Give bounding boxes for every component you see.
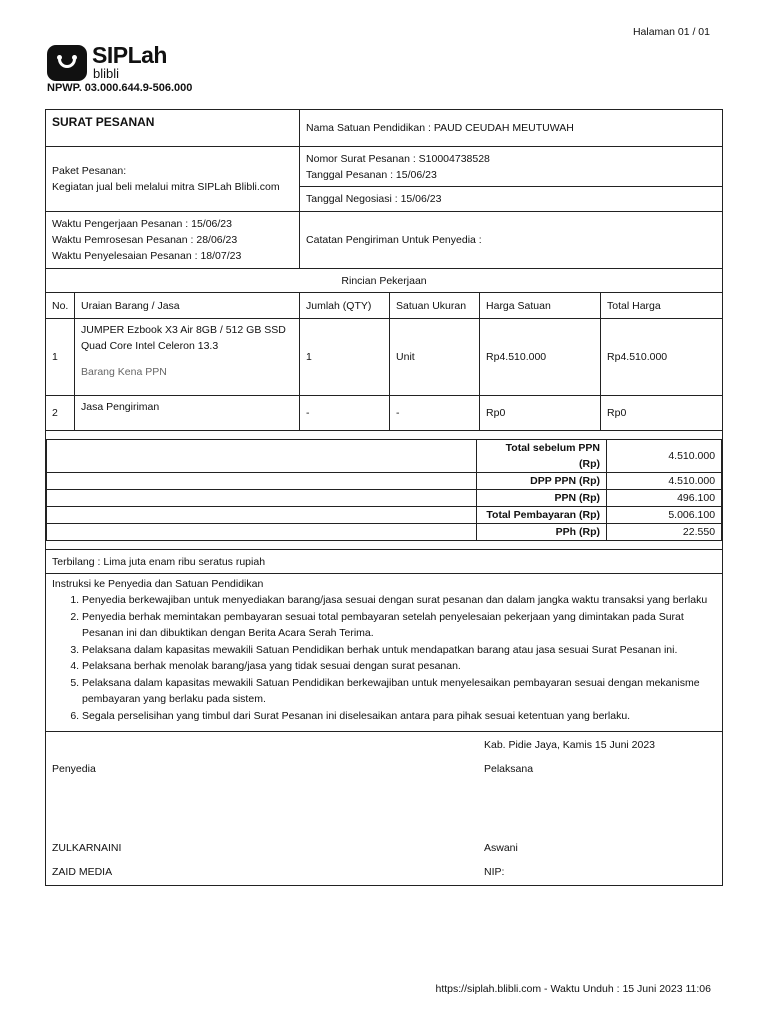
total-value: 5.006.100	[607, 507, 722, 524]
siplah-logo-icon	[47, 45, 87, 81]
row-no: 2	[46, 396, 75, 431]
right-nip: NIP:	[484, 866, 505, 878]
logo-sub: blibli	[93, 66, 120, 81]
total-value: 22.550	[607, 524, 722, 541]
col-header: Harga Satuan	[480, 293, 601, 319]
npwp: NPWP. 03.000.644.9-506.000	[47, 82, 193, 94]
order-number: Nomor Surat Pesanan : S10004738528	[306, 152, 490, 165]
terbilang: Terbilang : Lima juta enam ribu seratus rupiah	[46, 550, 723, 574]
total-value: 4.510.000	[607, 440, 722, 473]
row-unit: -	[390, 396, 480, 431]
instruction-item: 3. Pelaksana dalam kapasitas mewakili Satuan Pendidikan berhak untuk mendapatkan barang atau jasa sesuai Surat Pesanan ini.	[82, 642, 716, 659]
school-name: Nama Satuan Pendidikan : PAUD CEUDAH MEUTUWAH	[300, 110, 723, 147]
total-label: Total sebelum PPN (Rp)	[477, 440, 607, 473]
col-header: Uraian Barang / Jasa	[75, 293, 300, 319]
order-title-cell	[46, 110, 300, 147]
right-role: Pelaksana	[484, 763, 534, 775]
order-table	[45, 109, 723, 886]
instructions-list	[52, 592, 716, 724]
logo-name: SIPLah	[92, 42, 167, 68]
col-header: Jumlah (QTY)	[300, 293, 390, 319]
row-desc-cell	[75, 319, 300, 396]
package-cell	[46, 147, 300, 212]
time-cell	[46, 212, 300, 269]
work-time: Waktu Pengerjaan Pesanan : 15/06/23	[52, 218, 232, 230]
total-label: DPP PPN (Rp)	[477, 473, 607, 490]
signature-cell	[46, 732, 723, 886]
total-label: PPh (Rp)	[477, 524, 607, 541]
order-date: Tanggal Pesanan : 15/06/23	[306, 168, 437, 181]
total-label: PPN (Rp)	[477, 490, 607, 507]
total-label: Total Pembayaran (Rp)	[477, 507, 607, 524]
process-time: Waktu Pemrosesan Pesanan : 28/06/23	[52, 234, 238, 246]
row-desc: Quad Core Intel Celeron 13.3	[81, 340, 219, 352]
instruction-item: 1. Penyedia berkewajiban untuk menyediakan barang/jasa sesuai dengan surat pesanan dan dalam jangka waktu transaksi yang berlaku	[82, 592, 716, 609]
instructions-cell	[46, 574, 723, 732]
totals-cell	[46, 431, 723, 550]
left-company: ZAID MEDIA	[52, 866, 113, 878]
row-price: Rp0	[480, 396, 601, 431]
table-row	[46, 396, 723, 431]
row-note: Barang Kena PPN	[81, 366, 167, 378]
totals-table	[46, 439, 722, 541]
instruction-item: 5. Pelaksana dalam kapasitas mewakili Satuan Pendidikan berkewajiban untuk menyelesaikan pembayaran sesuai dengan mekanisme pembayaran yang berlaku pada sistem.	[82, 675, 716, 708]
footer-text: https://siplah.blibli.com - Waktu Unduh : 15 Juni 2023 11:06	[435, 983, 711, 995]
row-desc: Jasa Pengiriman	[75, 396, 300, 431]
left-role: Penyedia	[52, 763, 96, 775]
row-total: Rp0	[601, 396, 723, 431]
negotiation-date: Tanggal Negosiasi : 15/06/23	[300, 187, 723, 212]
row-unit: Unit	[390, 319, 480, 396]
shipping-note: Catatan Pengiriman Untuk Penyedia :	[300, 212, 723, 269]
package-desc: Kegiatan jual beli melalui mitra SIPLah Blibli.com	[52, 181, 280, 193]
page-number: Halaman 01 / 01	[632, 26, 710, 38]
row-no: 1	[46, 319, 75, 396]
place-date: Kab. Pidie Jaya, Kamis 15 Juni 2023	[484, 739, 656, 751]
total-value: 496.100	[607, 490, 722, 507]
instruction-item: 2. Penyedia berhak memintakan pembayaran sesuai total pembayaran setelah penyelesaian pekerjaan yang dimintakan pada Surat Pesanan ini dan dibuktikan dengan Berita Acara Serah Terima.	[82, 609, 716, 642]
table-row	[46, 319, 723, 396]
row-price: Rp4.510.000	[480, 319, 601, 396]
col-header: No.	[46, 293, 75, 319]
col-header: Satuan Ukuran	[390, 293, 480, 319]
col-header: Total Harga	[601, 293, 723, 319]
instructions-title: Instruksi ke Penyedia dan Satuan Pendidikan	[52, 578, 264, 590]
right-name: Aswani	[484, 842, 518, 854]
order-title: SURAT PESANAN	[52, 115, 155, 129]
package-label: Paket Pesanan:	[52, 165, 127, 177]
details-heading: Rincian Pekerjaan	[46, 269, 723, 293]
row-qty: -	[300, 396, 390, 431]
order-number-cell	[300, 147, 723, 187]
row-desc: JUMPER Ezbook X3 Air 8GB / 512 GB SSD	[81, 324, 286, 336]
row-qty: 1	[300, 319, 390, 396]
left-name: ZULKARNAINI	[52, 842, 122, 854]
finish-time: Waktu Penyelesaian Pesanan : 18/07/23	[52, 250, 242, 262]
instruction-item: 4. Pelaksana berhak menolak barang/jasa yang tidak sesuai dengan surat pesanan.	[82, 658, 716, 675]
instruction-item: 6. Segala perselisihan yang timbul dari Surat Pesanan ini diselesaikan antara para pihak sesuai ketentuan yang berlaku.	[82, 708, 716, 725]
row-total: Rp4.510.000	[601, 319, 723, 396]
total-value: 4.510.000	[607, 473, 722, 490]
